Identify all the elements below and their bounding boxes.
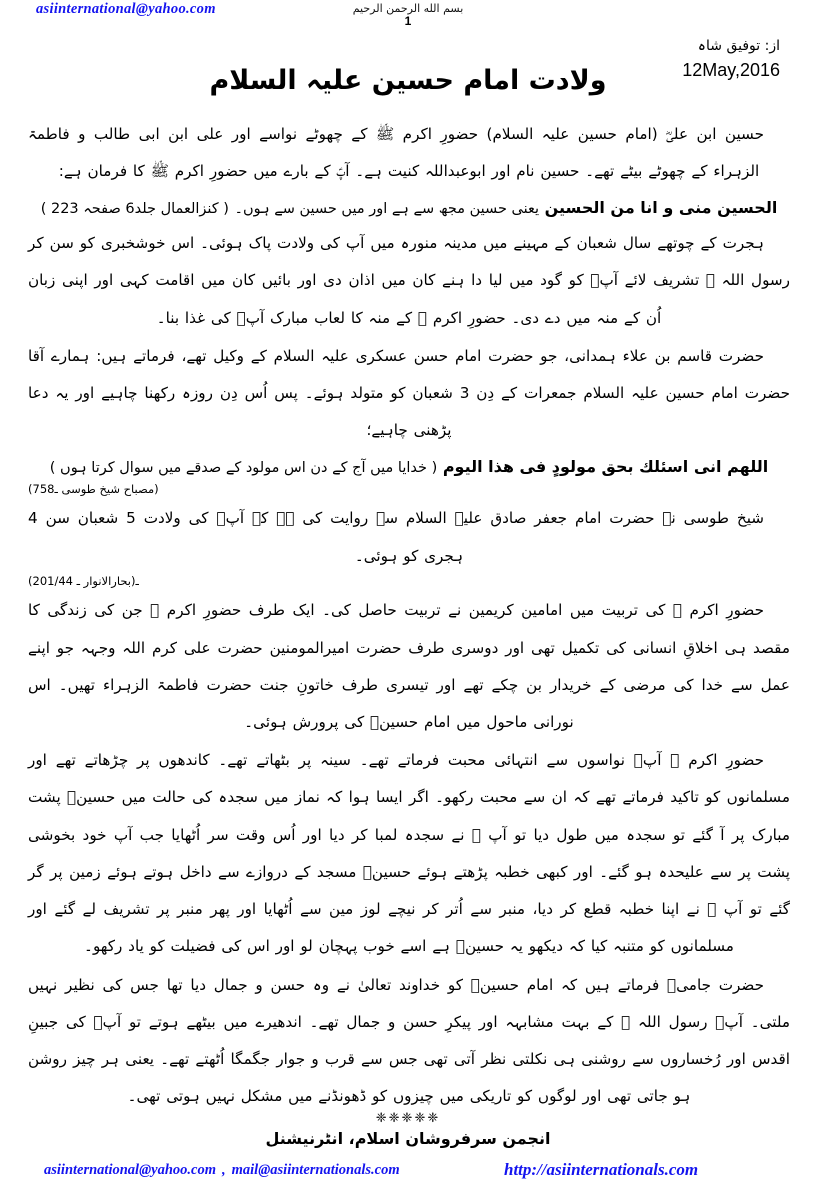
paragraph-qasim: حضرت قاسم بن علاء ہمدانی، جو حضرت امام حسن عسکری علیہ السلام کے وکیل تھے، فرماتے ہیں: ہمارے آقا حضرت امام حسین علیہ السلام جمعرات کے دِن 3 شعبان کو متولد ہوئے۔ پس اُس دِن روزہ رکھنا چاہیے اور یہ دعا پڑھنی چاہیے؛ <box>28 346 790 440</box>
footer-links <box>0 1162 816 1188</box>
paragraph-intro: حسین ابن علیؓ (امام حسین علیہ السلام) حضورِ اکرم ﷺ کے چھوٹے نواسے اور علی ابن ابی طالب و فاطمۃ الزہراء کے چھوٹے بیٹے تھے۔ حسین نام اور ابوعبداللہ کنیت ہے۔ آپؑ کے بارے میں حضورِ اکرم ﷺ کا فرمان ہے: <box>28 125 764 181</box>
quote-arabic-text: الحسين منى و انا من الحسين <box>544 198 778 218</box>
organization-name: انجمن سرفروشان اسلام، انٹرنیشنل <box>265 1129 551 1148</box>
page-footer <box>0 1112 816 1188</box>
footer-email-primary[interactable]: asiinternational@yahoo.com <box>44 1162 216 1178</box>
quote-urdu-gloss: یعنی حسین مجھ سے ہے اور میں حسین سے ہوں۔ <box>234 201 540 218</box>
paragraph-jami: حضرت جامیؒ فرماتے ہیں کہ امام حسینؑ کو خداوند تعالیٰ نے وہ حسن و جمال دیا تھا جس کی نظیر نہیں ملتی۔ آپؑ رسول اللہ ﷺ کے بہت مشابہہ اور پیکرِ حسن و جمال تھے۔ اندھیرے میں بیٹھے ہوتے تو آپؑ کی جبینِ اقدس اور رُخساروں سے روشنی ہی نکلتی نظر آتی تھی جس سے قرب و جوار جگمگا اُٹھتے تھے۔ یعنی ہر چیز روشن ہو جاتی تھی اور لوگوں کو تاریکی میں چیزوں کو ڈھونڈنے میں مشکل نہیں ہوتی تھی۔ <box>28 975 790 1106</box>
publication-date: 12May,2016 <box>682 60 780 81</box>
paragraph-training: حضورِ اکرم ﷺ کی تربیت میں امامین کریمین نے تربیت حاصل کی۔ ایک طرف حضورِ اکرم ﷺ جن کی زندگی کا مقصد ہی اخلاقِ انسانی کی تکمیل تھی اور دوسری طرف حضرت امیرالمومنین حضرت علی کرم اللہ وجہہ جو اپنے عمل سے خدا کی مرضی کے خریدار بن چکے تھے اور تیسری طرف خاتونِ جنت حضرت فاطمۃ الزہراء تھیں۔ اس نورانی ماحول میں امام حسینؑ کی پرورش ہوئی۔ <box>28 601 790 732</box>
footer-email-separator: , <box>222 1162 226 1178</box>
article-body <box>28 116 790 1117</box>
header-email-link[interactable]: asiinternational@yahoo.com <box>36 1 216 17</box>
footer-website-link[interactable]: http://asiinternationals.com <box>504 1160 699 1179</box>
citation-misbah-tusi: (مصباح شیخ طوسی ـ758) <box>28 482 159 497</box>
citation-bihar-ul-anwar: ـ(بحارالانوار ـ 201/44) <box>28 573 139 588</box>
quote-source-citation: ( کنزالعمال جلد6 صفحہ 223 ) <box>40 201 229 218</box>
bismillah-text: بسم الله الرحمن الرحيم <box>352 2 464 15</box>
quote-dua-mawlud <box>28 450 790 484</box>
ornament-divider-icon: ❈❈❈❈❈ <box>375 1111 441 1126</box>
paragraph-affection: حضورِ اکرم ﷺ آپؑ نواسوں سے انتہائی محبت فرماتے تھے۔ سینہ پر بٹھاتے تھے۔ کاندھوں پر چڑھاتے تھے اور مسلمانوں کو تاکید فرماتے تھے کہ ان سے محبت رکھو۔ اگر ایسا ہوا کہ نماز میں سجدہ کی حالت میں حسینؑ پشت مبارک پر آ گئے تو سجدہ میں طول دیا تو آپ ﷺ نے سجدہ لمبا کر دیا اور اُس وقت سر اُٹھایا جب آپ خود بخوشی پشت پر سے علیحدہ ہو گئے۔ اور کبھی خطبہ پڑھتے ہوئے حسینؑ مسجد کے دروازے سے داخل ہوتے ہوئے زمین پر گر گئے تو آپ ﷺ نے اپنا خطبہ قطع کر دیا، منبر سے اُتر کر نیچے لوز مین سے اُٹھایا اور پھر منبر پر تشریف لے گئے اور مسلمانوں کو متنبہ کیا کہ دیکھو یہ حسینؑ ہے اسے خوب پہچان لو اور اس کی فضیلت کو یاد رکھو۔ <box>28 751 790 956</box>
footer-email-group <box>44 1162 400 1179</box>
page-header <box>0 0 816 34</box>
page-number: 1 <box>404 14 412 28</box>
dua-arabic-text: اللهم انى اسئلك بحق مولودٍ فى هذا اليوم <box>442 457 769 477</box>
footer-email-secondary[interactable]: mail@asiinternationals.com <box>231 1162 400 1178</box>
dua-urdu-gloss: ( خدایا میں آج کے دن اس مولود کے صدقے میں سوال کرتا ہوں ) <box>49 460 438 477</box>
paragraph-tusi: شیخ طوسی نے حضرت امام جعفر صادق علیہ السلام سے روایت کی ہے کہ آپؑ کی ولادت 5 شعبان سن 4 ہجری کو ہوئی۔ <box>28 509 765 565</box>
author-name: از: توفیق شاہ <box>697 38 780 54</box>
paragraph-birth: ہجرت کے چوتھے سال شعبان کے مہینے میں مدینہ منورہ میں آپ کی ولادت پاک ہوئی۔ اس خوشخبری کو سن کر رسول اللہ ﷺ تشریف لائے آپؑ کو گود میں لیا دا ہنے کان میں اذان دی اور بائیں کان میں اقامت کہی اور اپنی زبان اُن کے منہ میں دے دی۔ حضورِ اکرم ﷺ کے منہ کا لعاب مبارک آپؑ کی غذا بنا۔ <box>28 234 790 327</box>
article-title: ولادت امام حسین علیہ السلام <box>209 65 607 97</box>
quote-hadith-husayn <box>28 191 790 225</box>
